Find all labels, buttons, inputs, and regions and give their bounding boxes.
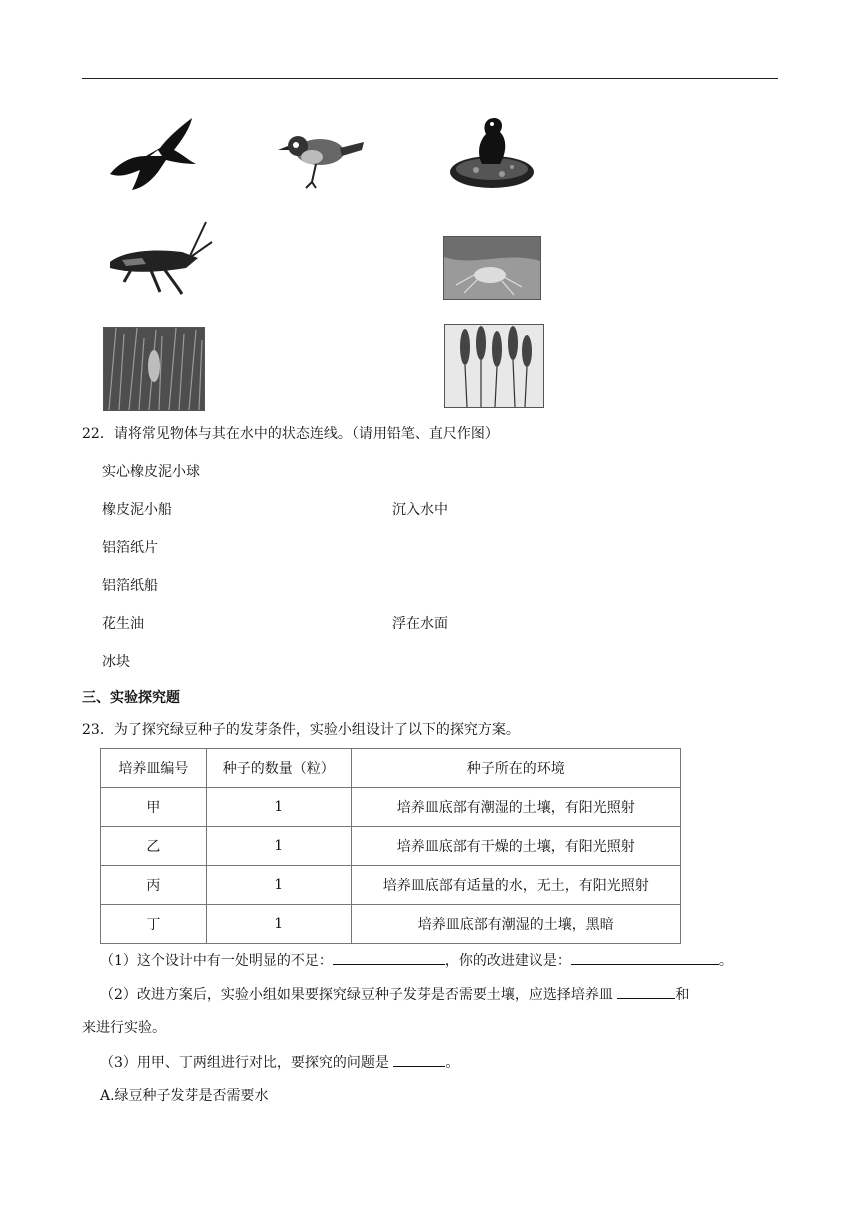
answer-blank-3[interactable]: [617, 984, 675, 999]
table-cell: 1: [206, 905, 351, 944]
answer-blank-1[interactable]: [333, 950, 445, 965]
table-cell: 1: [206, 788, 351, 827]
q23-sub2-line2: 来进行实验。: [82, 1020, 166, 1036]
experiment-table: [100, 748, 681, 944]
q22-left-item-3: 铝箔纸片: [102, 540, 158, 556]
frog-on-leaf-image: [446, 112, 538, 192]
table-cell: 培养皿底部有潮湿的土壤，黑暗: [351, 905, 680, 944]
table-cell: 培养皿底部有干燥的土壤，有阳光照射: [351, 827, 680, 866]
table-cell: 培养皿底部有潮湿的土壤，有阳光照射: [351, 788, 680, 827]
wheat-ears-image: [444, 324, 544, 408]
q22-left-item-6: 冰块: [102, 654, 130, 670]
table-row: [101, 866, 681, 905]
header-rule: [82, 78, 778, 79]
eagle-image: [106, 112, 200, 192]
table-row: [101, 827, 681, 866]
section-title: 三、实验探究题: [82, 690, 180, 706]
table-header-cell: 培养皿编号: [101, 749, 207, 788]
table-cell: 丙: [101, 866, 207, 905]
q23-title: 23．为了探究绿豆种子的发芽条件，实验小组设计了以下的探究方案。: [82, 722, 520, 738]
table-header-row: [101, 749, 681, 788]
answer-blank-2[interactable]: [571, 950, 719, 965]
wheat-field-image: [103, 327, 205, 411]
table-cell: 1: [206, 866, 351, 905]
table-cell: 1: [206, 827, 351, 866]
q23-sub2-line1: （2）改进方案后，实验小组如果要探究绿豆种子发芽是否需要土壤，应选择培养皿 和: [100, 984, 689, 1005]
answer-blank-4[interactable]: [393, 1052, 445, 1067]
q23-sub3: （3）用甲、丁两组进行对比，要探究的问题是 。: [100, 1052, 459, 1073]
q23-option-a: A.绿豆种子发芽是否需要水: [100, 1088, 269, 1104]
q22-title: 22．请将常见物体与其在水中的状态连线。（请用铅笔、直尺作图）: [82, 426, 499, 442]
q22-left-item-4: 铝箔纸船: [102, 578, 158, 594]
table-cell: 丁: [101, 905, 207, 944]
q22-left-item-2: 橡皮泥小船: [102, 502, 172, 518]
table-row: [101, 788, 681, 827]
q22-right-item-2: 浮在水面: [392, 616, 448, 632]
table-header-cell: 种子的数量（粒）: [206, 749, 351, 788]
bird-image: [276, 126, 366, 192]
table-cell: 培养皿底部有适量的水，无土，有阳光照射: [351, 866, 680, 905]
table-cell: 甲: [101, 788, 207, 827]
q22-left-item-5: 花生油: [102, 616, 144, 632]
table-cell: 乙: [101, 827, 207, 866]
aquatic-insect-image: [443, 236, 541, 300]
q22-right-item-1: 沉入水中: [392, 502, 448, 518]
table-header-cell: 种子所在的环境: [351, 749, 680, 788]
q22-left-item-1: 实心橡皮泥小球: [102, 464, 200, 480]
table-row: [101, 905, 681, 944]
grasshopper-image: [102, 218, 214, 296]
q23-sub1: （1）这个设计中有一处明显的不足： ，你的改进建议是： 。: [100, 950, 733, 971]
